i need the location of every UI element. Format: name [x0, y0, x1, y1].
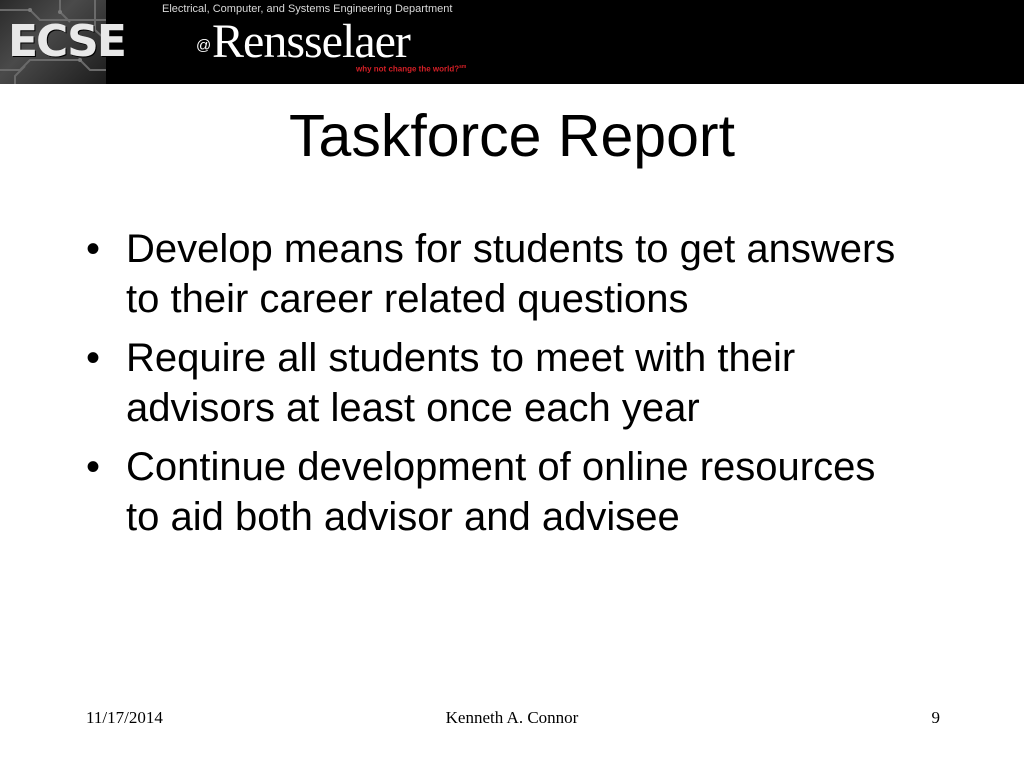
- department-name: Electrical, Computer, and Systems Engineering Department: [162, 3, 453, 15]
- bullet-icon: •: [86, 336, 101, 380]
- tagline-text: why not change the world?: [356, 64, 460, 74]
- bullet-icon: •: [86, 445, 101, 489]
- ecse-logo-text: ECSE: [8, 16, 125, 67]
- footer-author: Kenneth A. Connor: [445, 708, 579, 727]
- bullet-item: [86, 442, 916, 542]
- bullet-list: [86, 224, 916, 551]
- footer-date: 11/17/2014: [86, 708, 163, 727]
- page-number: 9: [931, 708, 940, 727]
- bullet-item: [86, 333, 916, 433]
- bullet-item: [86, 224, 916, 324]
- bullet-text: Develop means for students to get answers to their career related questions: [126, 227, 896, 321]
- service-mark: sm: [459, 64, 467, 70]
- slide-title: Taskforce Report: [289, 103, 735, 169]
- header-band: [0, 0, 1024, 84]
- tagline: [356, 64, 466, 74]
- ecse-logo: [0, 0, 125, 84]
- institution-wordmark: Rensselaer: [212, 15, 410, 68]
- bullet-text: Continue development of online resources to aid both advisor and advisee: [126, 445, 876, 539]
- bullet-icon: •: [86, 227, 101, 271]
- bullet-text: Require all students to meet with their advisors at least once each year: [126, 336, 796, 430]
- at-sign: @: [196, 37, 212, 54]
